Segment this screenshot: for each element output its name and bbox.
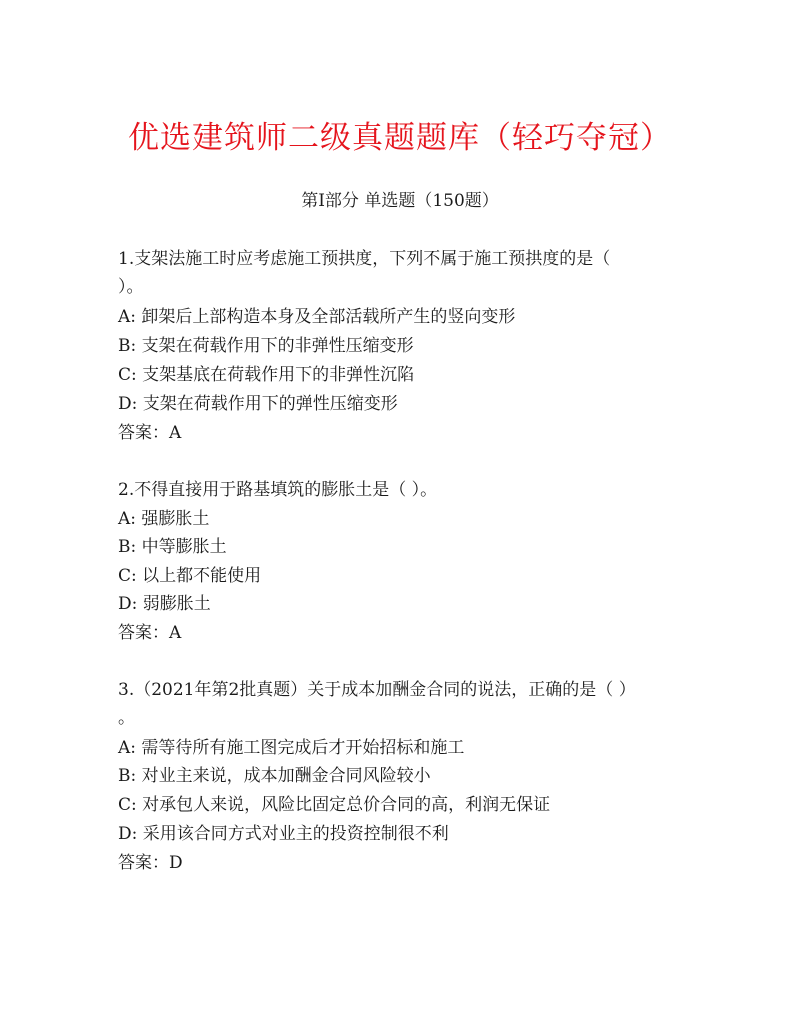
question-3-stem: 3.（2021年第2批真题）关于成本加酬金合同的说法，正确的是（ ） (118, 680, 636, 700)
question-3-option-b: B: 对业主来说，成本加酬金合同风险较小 (118, 766, 431, 786)
question-1-answer (118, 421, 181, 445)
section-heading: 第I部分 单选题（150题） (301, 191, 499, 211)
question-3-option-c: C: 对承包人来说，风险比固定总价合同的高，利润无保证 (118, 795, 551, 815)
question-2-option-a: A: 强膨胀土 (118, 509, 210, 529)
answer-label: 答案： (118, 423, 169, 443)
question-1-option-d: D: 支架在荷载作用下的弹性压缩变形 (118, 394, 398, 414)
question-3-stem-continued: 。 (118, 708, 135, 728)
question-3-answer (118, 851, 183, 875)
question-1-stem-continued: ）。 (118, 277, 144, 297)
question-2-stem: 2.不得直接用于路基填筑的膨胀土是（ ）。 (118, 480, 438, 500)
question-1-option-b: B: 支架在荷载作用下的非弹性压缩变形 (118, 336, 414, 356)
answer-label: 答案： (118, 853, 169, 873)
question-2-answer (118, 621, 181, 645)
question-3-option-d: D: 采用该合同方式对业主的投资控制很不利 (118, 824, 449, 844)
question-2-option-b: B: 中等膨胀土 (118, 537, 227, 557)
document-title: 优选建筑师二级真题题库（轻巧夺冠） (128, 120, 672, 156)
answer-value: A (169, 623, 182, 643)
question-1-stem: 1.支架法施工时应考虑施工预拱度，下列不属于施工预拱度的是（ (118, 249, 611, 269)
answer-value: A (169, 423, 182, 443)
question-2-option-d: D: 弱膨胀土 (118, 594, 211, 614)
question-1-option-c: C: 支架基底在荷载作用下的非弹性沉陷 (118, 365, 415, 385)
answer-value: D (169, 853, 183, 873)
question-2-option-c: C: 以上都不能使用 (118, 566, 262, 586)
question-1-option-a: A: 卸架后上部构造本身及全部活载所产生的竖向变形 (118, 307, 516, 327)
answer-label: 答案： (118, 623, 169, 643)
question-3-option-a: A: 需等待所有施工图完成后才开始招标和施工 (118, 738, 465, 758)
